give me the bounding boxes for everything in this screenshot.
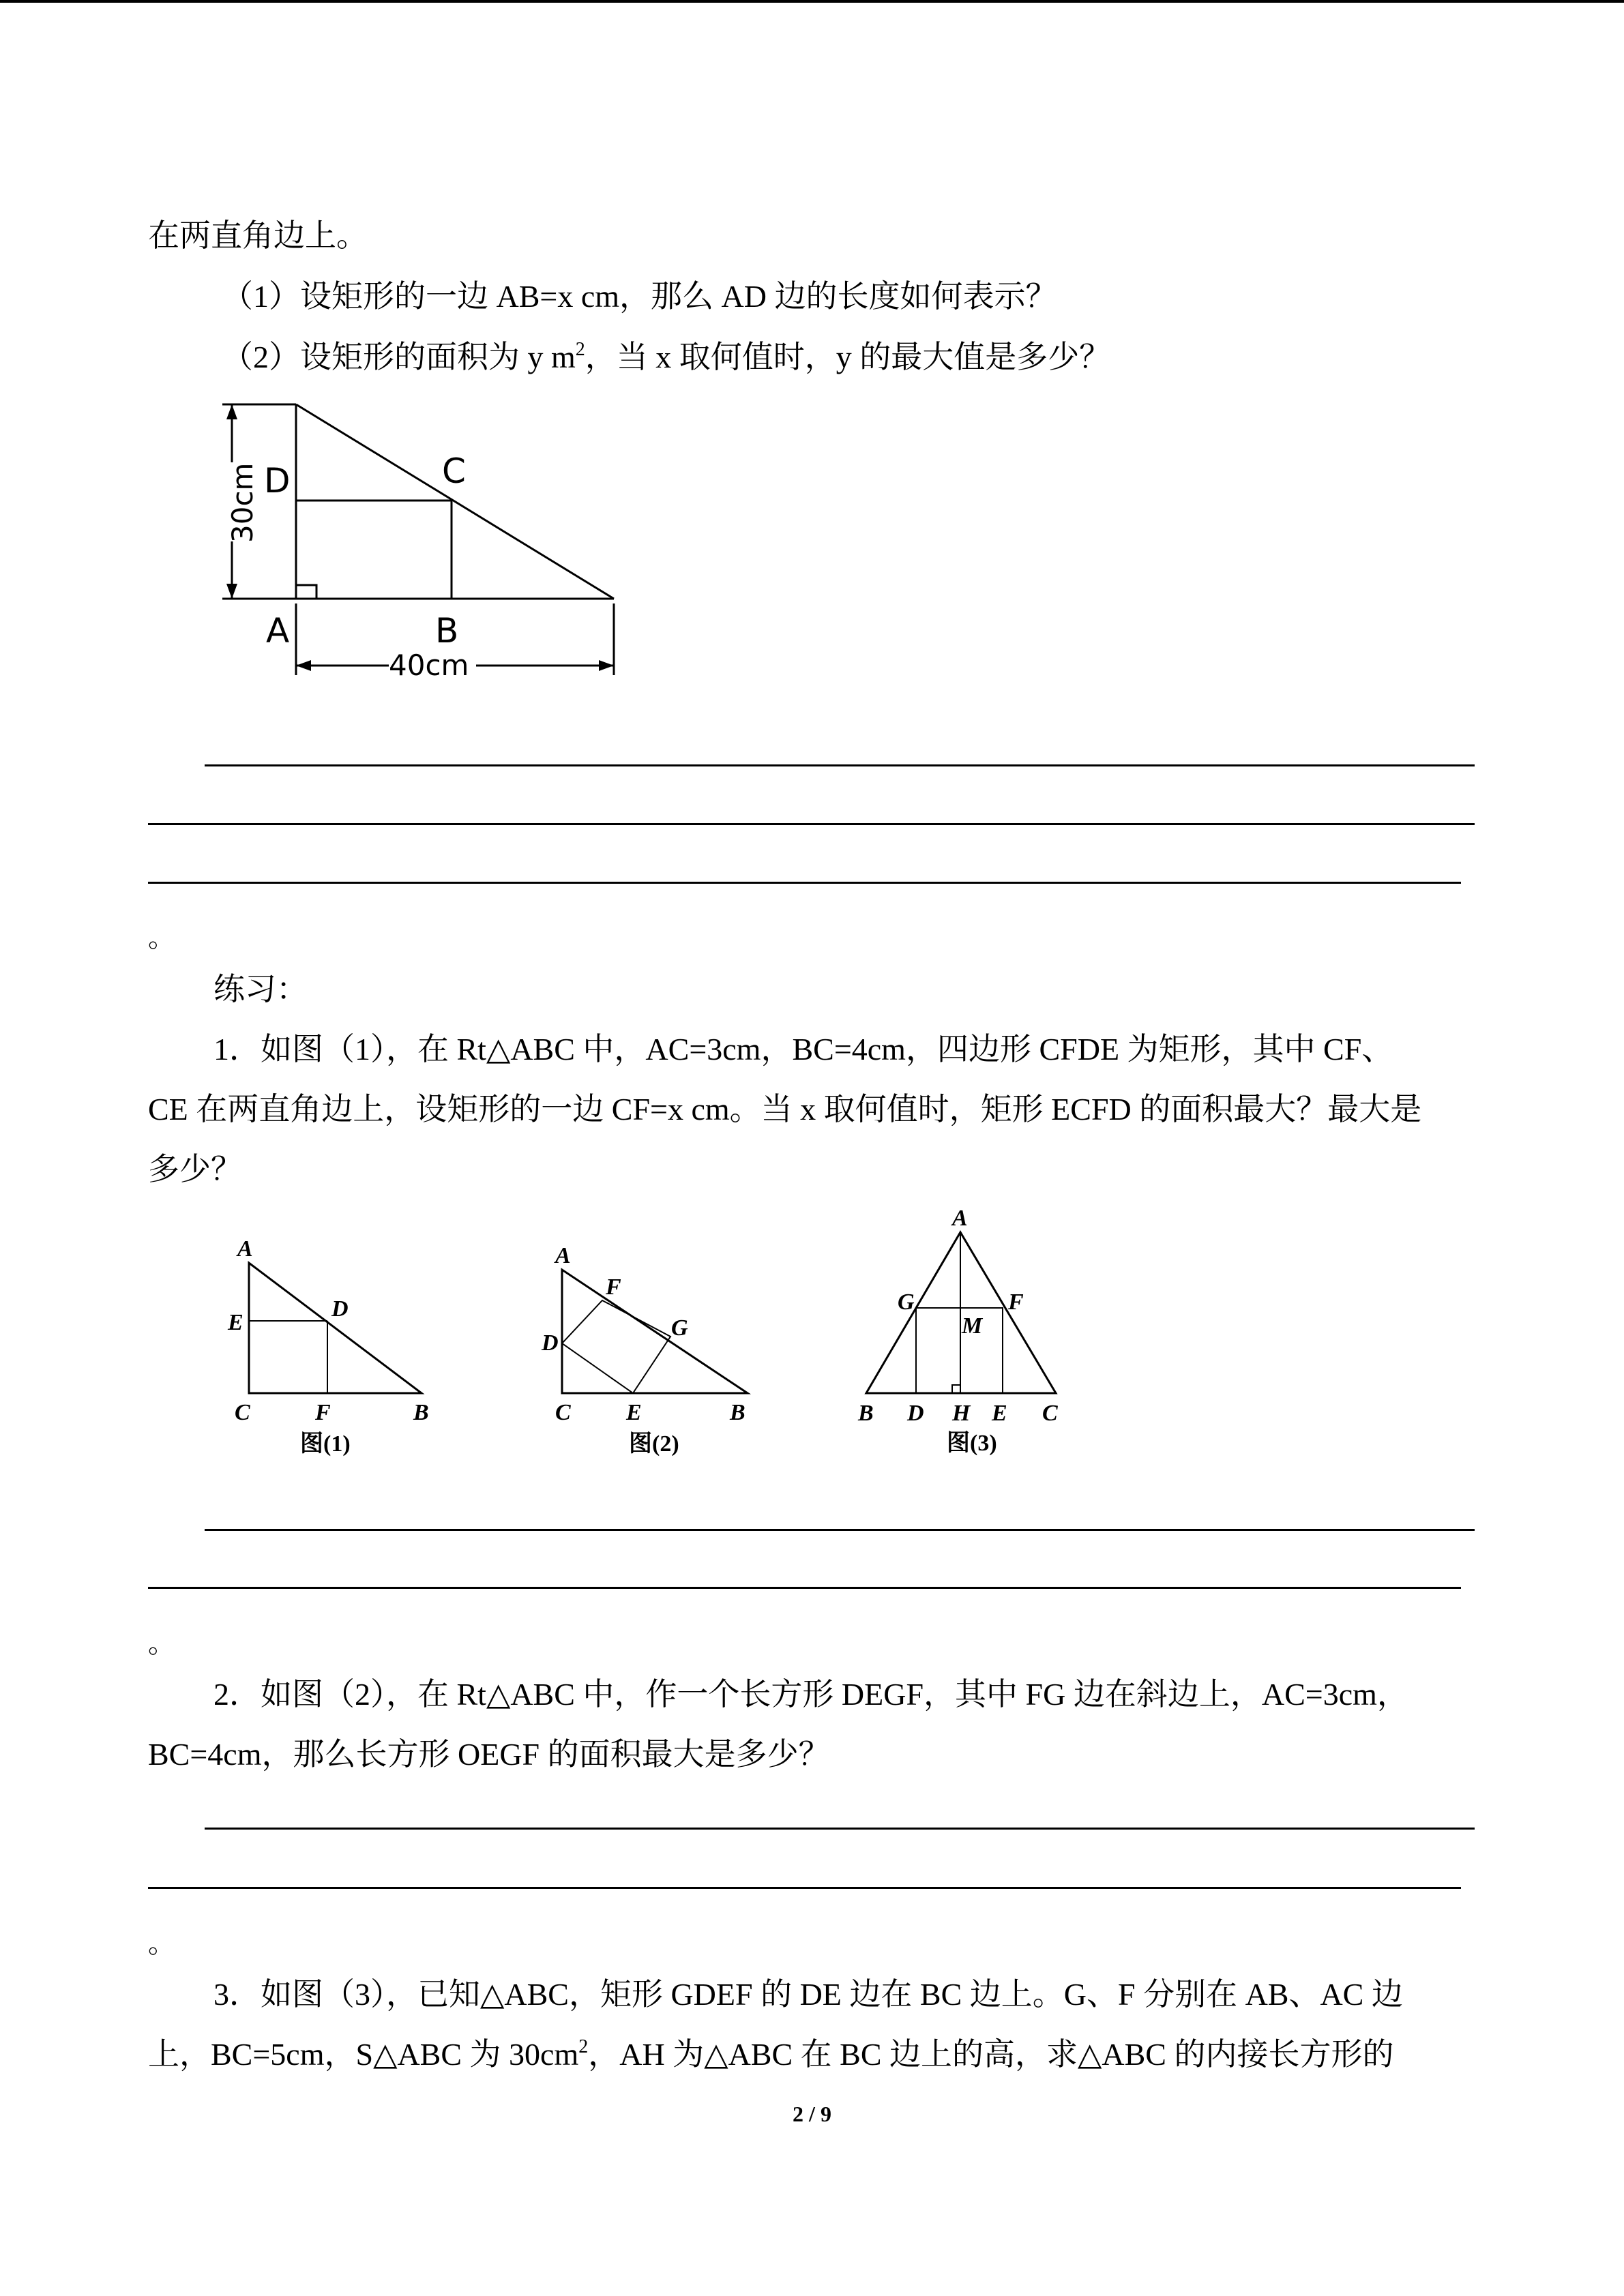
width-label: 40cm: [389, 648, 469, 682]
period-mark: 。: [148, 1928, 175, 1958]
fig1-label-c: C: [235, 1400, 250, 1425]
fig3-label-c: C: [1042, 1401, 1058, 1426]
figure-main: [205, 389, 641, 689]
problem-1-line-1: 1．如图（1），在 Rt△ABC 中，AC=3cm，BC=4cm，四边形 CFDE 为矩形，其中 CF、: [213, 1032, 1393, 1067]
problem-2-line-1: 2．如图（2），在 Rt△ABC 中，作一个长方形 DEGF，其中 FG 边在斜边上，AC=3cm，: [213, 1677, 1408, 1712]
fig2-label-c: C: [555, 1400, 571, 1425]
answer-blank[interactable]: [205, 1828, 1475, 1830]
figure-1: [218, 1227, 450, 1463]
problem-3-line-1: 3．如图（3），已知△ABC，矩形 GDEF 的 DE 边在 BC 边上。G、F 分别在 AB、AC 边: [213, 1977, 1403, 2012]
fig1-label-b: B: [413, 1400, 429, 1425]
figure-3: [844, 1204, 1097, 1463]
answer-blank[interactable]: [205, 764, 1475, 766]
fig3-label-e: E: [992, 1401, 1007, 1426]
page-number: 2 / 9: [793, 2102, 831, 2126]
fig3-label-b: B: [858, 1401, 874, 1426]
right-angle-mark: [296, 585, 316, 599]
fig1-label-f: F: [315, 1400, 331, 1425]
answer-blank[interactable]: [205, 1529, 1475, 1531]
label-a: A: [266, 611, 290, 651]
fig1-label-a: A: [237, 1236, 253, 1262]
height-label: 30cm: [226, 462, 259, 543]
fig2-label-a: A: [555, 1243, 571, 1268]
top-border: [0, 0, 1624, 3]
period-mark: 。: [148, 922, 175, 953]
text-line: 在两直角边上。: [148, 218, 368, 253]
figure-2: [531, 1227, 763, 1463]
fig3-label-d: D: [907, 1401, 924, 1426]
fig2-label-f: F: [606, 1274, 621, 1300]
period-mark: 。: [148, 1628, 175, 1658]
problem-1-line-3: 多少？: [148, 1152, 242, 1187]
problem-3-line-2: 上，BC=5cm，S△ABC 为 $30cm^2$，AH 为△ABC 在 BC 边上的高，求△ABC 的内接长方形的: [148, 2036, 1394, 2072]
problem-1-line-2: CE 在两直角边上，设矩形的一边 CF=x cm。当 x 取何值时，矩形 ECFD 的面积最大？最大是: [148, 1092, 1422, 1127]
fig1-label-d: D: [331, 1296, 349, 1322]
question-1: （1）设矩形的一边 AB=x cm，那么 AD 边的长度如何表示？: [222, 279, 1057, 314]
fig2-label-b: B: [730, 1400, 745, 1425]
answer-blank[interactable]: [148, 1587, 1461, 1589]
fig1-label-e: E: [228, 1310, 243, 1335]
fig3-label-a: A: [952, 1206, 968, 1231]
fig1-caption: 图(1): [300, 1431, 351, 1457]
answer-blank[interactable]: [148, 1887, 1461, 1889]
fig3-label-f: F: [1008, 1289, 1024, 1315]
fig3-label-h: H: [952, 1401, 971, 1426]
fig2-label-g: G: [671, 1315, 688, 1341]
problem-2-line-2: BC=4cm，那么长方形 OEGF 的面积最大是多少？: [148, 1737, 830, 1772]
fig2-caption: 图(2): [629, 1431, 679, 1457]
label-d: D: [264, 461, 291, 501]
question-2: （2）设矩形的面积为 y $m^2$，当 x 取何值时，y 的最大值是多少？: [222, 339, 1111, 374]
fig2-label-d: D: [542, 1330, 559, 1356]
fig3-label-m: M: [962, 1313, 983, 1339]
label-c: C: [442, 451, 466, 491]
fig3-label-g: G: [898, 1289, 915, 1315]
answer-blank[interactable]: [148, 882, 1461, 884]
label-b: B: [435, 611, 459, 651]
answer-blank[interactable]: [148, 823, 1475, 825]
practice-heading: 练习：: [213, 972, 308, 1007]
fig2-label-e: E: [626, 1400, 642, 1425]
fig3-caption: 图(3): [947, 1431, 997, 1456]
